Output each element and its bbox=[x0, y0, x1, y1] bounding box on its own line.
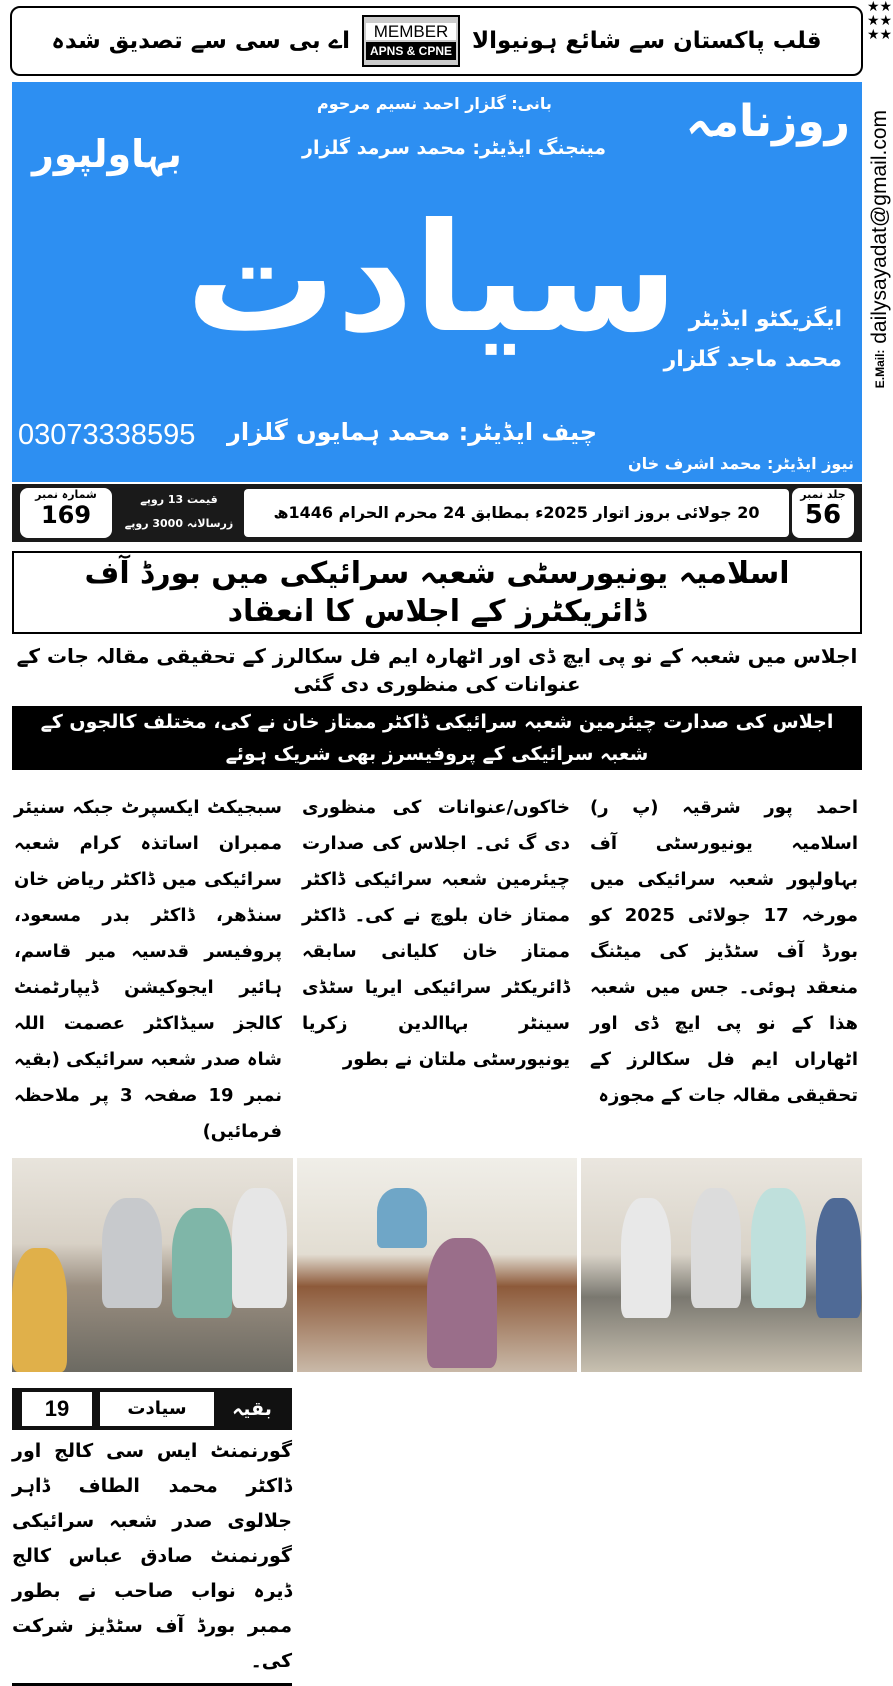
city-label: بہاولپور bbox=[32, 132, 182, 176]
member-line2: APNS & CPNE bbox=[366, 42, 456, 60]
meeting-photo-left bbox=[12, 1158, 293, 1372]
newspaper-logo: سیادت bbox=[185, 192, 679, 366]
price: قیمت 13 روپے bbox=[140, 493, 218, 506]
article-column-3: سبجیکٹ ایکسپرٹ جبکہ سنیئر ممبران اساتذہ کرام شعبہ سرائیکی میں ڈاکٹر ریاض خان سنڈھر، ڈاکٹر بدر مسعود، پروفیسر قدسیہ میر قاسم، ہائیر ایجوکیشن ڈیپارٹمنٹ کالجز سیڈاکٹر عصمت اللہ شاہ صدر شعبہ سرائیکی (بقیہ نمبر 19 صفحہ 3 پر ملاحظہ فرمائیں) bbox=[14, 797, 283, 1142]
volume-label: جلد نمبر bbox=[800, 488, 846, 501]
founder: بانی: گلزار احمد نسیم مرحوم bbox=[317, 94, 552, 113]
banner-left-text: اے بی سی سے تصدیق شدہ bbox=[51, 28, 351, 54]
subheadline: اجلاس میں شعبہ کے نو پی ایچ ڈی اور اٹھارہ ایم فل سکالرز کے تحقیقی مقالہ جات کے عنوانات کی منظوری دی گئی bbox=[16, 644, 858, 696]
member-line1: MEMBER bbox=[366, 23, 456, 40]
executive-editor-name: محمد ماجد گلزار bbox=[663, 347, 842, 372]
article-column-2: خاکوں/عنوانات کی منظوری دی گ ئی۔ اجلاس کی صدارت چیئرمین شعبہ سرائیکی ڈاکٹر ممتاز خان بلوچ نے کی۔ ڈاکٹر ممتاز خان کلیانی سابقہ ڈائریکٹر سرائیکی ایریا سٹڈی سینٹر بہاالدین زکریا یونیورسٹی ملتان نے بطور bbox=[302, 797, 570, 1070]
article-area bbox=[12, 551, 862, 1686]
article-columns bbox=[12, 790, 862, 1150]
continued-header bbox=[12, 1388, 292, 1430]
continued-label: بقیہ bbox=[232, 1398, 272, 1420]
news-editor: نیوز ایڈیٹر: محمد اشرف خان bbox=[627, 454, 854, 473]
side-strip bbox=[866, 0, 893, 880]
banner-right-text: قلب پاکستان سے شائع ہونیوالا bbox=[472, 28, 822, 54]
issue-box bbox=[20, 488, 112, 538]
stars-icon: ★★★★★★ bbox=[866, 0, 893, 43]
email-contact bbox=[868, 110, 892, 388]
chief-editor: چیف ایڈیٹر: محمد ہمایوں گلزار bbox=[227, 418, 598, 446]
issue-number: 169 bbox=[40, 501, 92, 529]
article-column-1: احمد پور شرقیہ (پ ر) اسلامیہ یونیورسٹی آف بہاولپور شعبہ سرائیکی میں مورخہ 17 جولائی 2025 کو بورڈ آف سٹڈیز کی میٹنگ منعقد ہوئی۔ جس میں شعبہ ھذا کے نو پی ایچ ڈی اور اٹھاراں ایم فل سکالرز کے تحقیقی مقالہ جات کے مجوزہ bbox=[590, 797, 858, 1106]
managing-editor: مینجنگ ایڈیٹر: محمد سرمد گلزار bbox=[302, 137, 607, 159]
executive-editor-title: ایگزیکٹو ایڈیٹر bbox=[688, 307, 842, 332]
headline: اسلامیہ یونیورسٹی شعبہ سرائیکی میں بورڈ آف ڈائریکٹرز کے اجلاس کا انعقاد bbox=[12, 551, 862, 634]
volume-box bbox=[792, 488, 854, 538]
volume-number: 56 bbox=[804, 500, 842, 530]
meeting-photo-right bbox=[581, 1158, 862, 1372]
issue-label: شمارہ نمبر bbox=[35, 488, 97, 501]
member-apns-cpne-badge bbox=[362, 15, 460, 67]
top-banner bbox=[10, 6, 863, 76]
issue-date: 20 جولائی بروز اتوار 2025ء بمطابق 24 محرم الحرام 1446ھ bbox=[244, 489, 789, 537]
roznama-label: روزنامہ bbox=[685, 96, 850, 147]
continued-number: 19 bbox=[22, 1392, 92, 1426]
continued-paper-name: سیادت bbox=[100, 1392, 214, 1426]
subscription: زرسالانہ 3000 روپے bbox=[124, 517, 234, 530]
meeting-photo-center bbox=[297, 1158, 578, 1372]
price-info bbox=[118, 488, 240, 536]
date-bar bbox=[12, 484, 862, 542]
highlight-band: اجلاس کی صدارت چیئرمین شعبہ سرائیکی ڈاکٹر ممتاز خان نے کی، مختلف کالجوں کے شعبہ سرائیکی کے پروفیسرز بھی شریک ہوئے bbox=[12, 706, 862, 770]
email-address: dailysayadat@gmail.com bbox=[868, 110, 891, 344]
masthead bbox=[12, 82, 862, 482]
email-label: E.Mail: bbox=[873, 349, 887, 389]
phone-number: 03073338595 bbox=[18, 419, 196, 451]
continued-text: گورنمنٹ ایس سی کالج اور ڈاکٹر محمد الطاف ڈاہر جلالوی صدر شعبہ سرائیکی گورنمنٹ صادق عباس کالج ڈیرہ نواب صاحب نے بطور ممبر بورڈ آف سٹڈیز شرکت کی۔ bbox=[12, 1440, 292, 1672]
photo-strip bbox=[12, 1158, 862, 1372]
